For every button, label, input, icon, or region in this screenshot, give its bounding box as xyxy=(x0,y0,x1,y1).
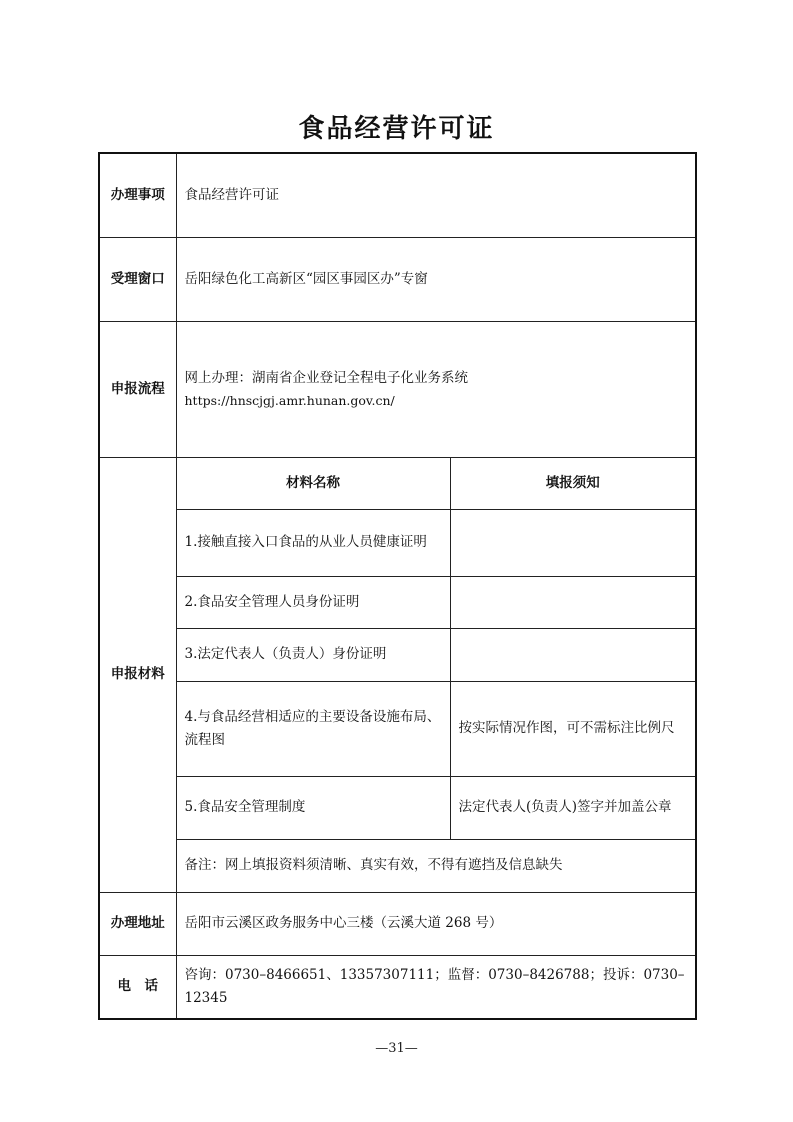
material-name: 3.法定代表人（负责人）身份证明 xyxy=(176,628,450,681)
process-online-text: 网上办理：湖南省企业登记全程电子化业务系统 xyxy=(184,369,468,386)
window-label: 受理窗口 xyxy=(99,237,176,321)
material-name: 2.食品安全管理人员身份证明 xyxy=(176,576,450,628)
table-row xyxy=(99,576,696,628)
row-phone xyxy=(99,955,696,1019)
table-row xyxy=(99,681,696,776)
material-note xyxy=(450,509,696,576)
materials-remark-row xyxy=(99,839,696,892)
materials-remark: 备注：网上填报资料须清晰、真实有效，不得有遮挡及信息缺失 xyxy=(176,839,696,892)
item-label: 办理事项 xyxy=(99,153,176,237)
permit-table xyxy=(98,152,697,1020)
window-value: 岳阳绿色化工高新区“园区事园区办”专窗 xyxy=(176,237,696,321)
materials-col-name: 材料名称 xyxy=(176,457,450,509)
row-process xyxy=(99,321,696,457)
materials-col-note: 填报须知 xyxy=(450,457,696,509)
row-window xyxy=(99,237,696,321)
table-row xyxy=(99,509,696,576)
material-note xyxy=(450,576,696,628)
item-value: 食品经营许可证 xyxy=(176,153,696,237)
materials-label: 申报材料 xyxy=(99,457,176,892)
phone-label: 电 话 xyxy=(99,955,176,1019)
process-url-link[interactable]: https://hnscjgj.amr.hunan.gov.cn/ xyxy=(184,392,395,408)
material-note xyxy=(450,628,696,681)
material-note: 法定代表人(负责人)签字并加盖公章 xyxy=(450,776,696,839)
material-name: 5.食品安全管理制度 xyxy=(176,776,450,839)
row-item xyxy=(99,153,696,237)
page-title: 食品经营许可证 xyxy=(298,114,495,144)
page-number: —31— xyxy=(375,1041,418,1056)
material-name: 4.与食品经营相适应的主要设备设施布局、流程图 xyxy=(176,681,450,776)
materials-header-row xyxy=(99,457,696,509)
material-name: 1.接触直接入口食品的从业人员健康证明 xyxy=(176,509,450,576)
address-label: 办理地址 xyxy=(99,892,176,955)
process-label: 申报流程 xyxy=(99,321,176,457)
phone-value: 咨询：0730–8466651、13357307111；监督：0730–8426788；投诉：0730–12345 xyxy=(176,955,696,1019)
process-value xyxy=(176,321,696,457)
address-value: 岳阳市云溪区政务服务中心三楼（云溪大道 268 号） xyxy=(176,892,696,955)
material-note: 按实际情况作图，可不需标注比例尺 xyxy=(450,681,696,776)
table-row xyxy=(99,776,696,839)
row-address xyxy=(99,892,696,955)
table-row xyxy=(99,628,696,681)
